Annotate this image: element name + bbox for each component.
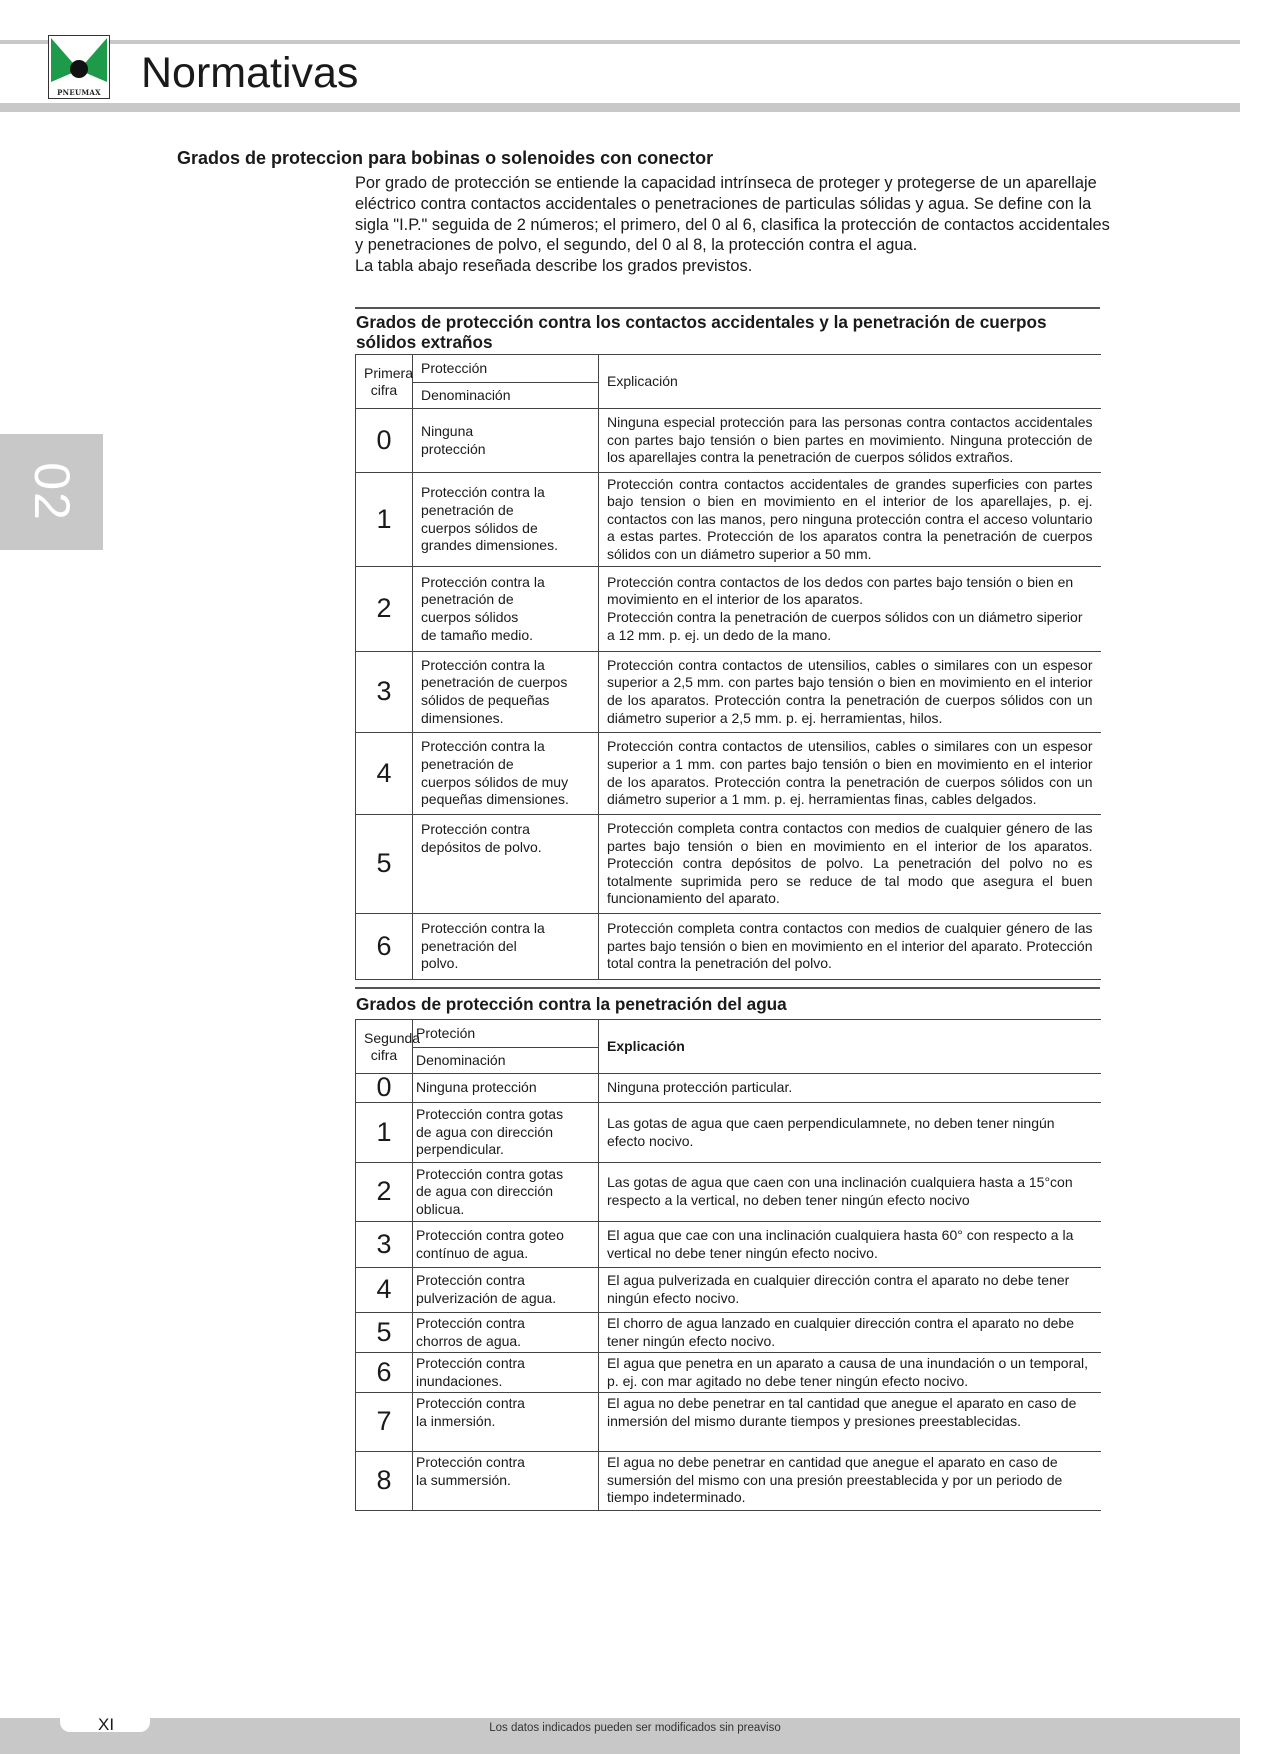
table-row — [356, 1222, 1101, 1268]
denomination-cell: Protección contra la summersión. — [413, 1452, 599, 1511]
table-row — [356, 1163, 1101, 1222]
intro-paragraph: La tabla abajo reseñada describe los grados previstos. — [355, 257, 753, 276]
denomination-cell: Ninguna protección — [413, 1074, 599, 1103]
company-logo — [48, 35, 110, 99]
denomination-cell: Protección contra la penetración de cuerpos sólidos de grandes dimensiones. — [413, 473, 599, 567]
header-explanation: Explicación — [599, 1020, 1101, 1074]
explanation-cell: Ninguna especial protección para las personas contra contactos accidentales con partes bajo tensión o bien partes en movimiento. Ninguna protección de los aparellajes contra la penetración de cuerpos sólidos extraños. — [599, 409, 1101, 473]
table-row — [356, 652, 1101, 733]
solids-protection-table — [355, 354, 1101, 980]
digit-cell: 7 — [356, 1393, 413, 1452]
digit-cell: 0 — [356, 1074, 413, 1103]
explanation-cell: El agua que cae con una inclinación cualquiera hasta 60° con respecto a la vertical no debe tener ningún efecto nocivo. — [599, 1222, 1101, 1268]
denomination-cell: Protección contra la penetración del polvo. — [413, 914, 599, 980]
table2-top-rule — [355, 987, 1100, 989]
digit-cell: 5 — [356, 815, 413, 914]
denomination-cell: Protección contra la penetración de cuerpos sólidos de muy pequeñas dimensiones. — [413, 733, 599, 815]
denomination-cell: Protección contra inundaciones. — [413, 1353, 599, 1393]
table-row — [356, 1393, 1101, 1452]
digit-cell: 5 — [356, 1313, 413, 1353]
header-denomination: Denominación — [413, 383, 599, 409]
explanation-cell: Ninguna protección particular. — [599, 1074, 1101, 1103]
explanation-cell: El agua que penetra en un aparato a causa de una inundación o un temporal, p. ej. con mar agitado no debe tener ningún efecto nocivo. — [599, 1353, 1101, 1393]
digit-cell: 6 — [356, 1353, 413, 1393]
chapter-tab-label: 02 — [24, 462, 80, 522]
digit-cell: 3 — [356, 652, 413, 733]
digit-cell: 4 — [356, 1268, 413, 1313]
denomination-cell: Protección contra la inmersión. — [413, 1393, 599, 1452]
footer-note: Los datos indicados pueden ser modificados sin preaviso — [489, 1722, 781, 1734]
explanation-cell: Protección completa contra contactos con medios de cualquier género de las partes bajo tensión o bien en movimiento en el interior de los aparatos. Protección contra depósitos de polvo. La penetración del polvo no es totalmente suprimida pero se reduce de tal modo que asegura el buen funcionamiento del aparato. — [599, 815, 1101, 914]
digit-cell: 1 — [356, 473, 413, 567]
header-protection: Proteción — [413, 1020, 599, 1048]
intro-paragraph: Por grado de protección se entiende la capacidad intrínseca de proteger y protegerse de un aparellaje eléctrico contra contactos accidentales o penetraciones de particulas sólidas y agua. Se define con la sigla "I.P." seguida de 2 números; el primero, del 0 al 6, clasifica la protección de contactos accidentales y penetraciones de polvo, el segundo, del 0 al 8, la protección contra el agua. — [355, 174, 1110, 255]
table-row — [356, 815, 1101, 914]
denomination-cell: Ninguna protección — [413, 409, 599, 473]
explanation-cell: El chorro de agua lanzado en cualquier dirección contra el aparato no debe tener ningún efecto nocivo. — [599, 1313, 1101, 1353]
header-explanation: Explicación — [599, 355, 1101, 409]
table-row — [356, 473, 1101, 567]
explanation-cell: Las gotas de agua que caen perpendiculamnete, no deben tener ningún efecto nocivo. — [599, 1103, 1101, 1163]
explanation-cell: Protección contra contactos de utensilios, cables o similares con un espesor superior a 2,5 mm. con partes bajo tensión o bien en movimiento en el interior de los aparatos. Protección contra la penetración de cuerpos sólidos con un diámetro superior a 2,5 mm. p. ej. herramientas, hilos. — [599, 652, 1101, 733]
explanation-cell: Protección contra contactos de los dedos con partes bajo tensión o bien en movimiento en el interior de los aparatos. Protección contra la penetración de cuerpos sólidos con un diámetro siperior a 12 mm. p. ej. un dedo de la mano. — [599, 567, 1101, 652]
table-row — [356, 1268, 1101, 1313]
table-row — [356, 1074, 1101, 1103]
explanation-cell: El agua pulverizada en cualquier dirección contra el aparato no debe tener ningún efecto nocivo. — [599, 1268, 1101, 1313]
table2-heading: Grados de protección contra la penetración del agua — [356, 994, 787, 1014]
header-protection: Protección — [413, 355, 599, 383]
table-row — [356, 733, 1101, 815]
header-second-digit: Segunda cifra — [356, 1020, 413, 1074]
table-row — [356, 1103, 1101, 1163]
digit-cell: 1 — [356, 1103, 413, 1163]
logo-text: PNEUMAX — [57, 88, 101, 97]
chapter-tab — [0, 434, 103, 550]
digit-cell: 2 — [356, 567, 413, 652]
explanation-cell: Las gotas de agua que caen con una inclinación cualquiera hasta a 15°con respecto a la vertical, no deben tener ningún efecto nocivo — [599, 1163, 1101, 1222]
digit-cell: 2 — [356, 1163, 413, 1222]
digit-cell: 3 — [356, 1222, 413, 1268]
explanation-cell: El agua no debe penetrar en cantidad que anegue el aparato en caso de sumersión del mismo con una presión preestablecida y por un periodo de tiempo indeterminado. — [599, 1452, 1101, 1511]
water-protection-table — [355, 1019, 1101, 1511]
page-number: XI — [98, 1715, 115, 1734]
denomination-cell: Protección contra chorros de agua. — [413, 1313, 599, 1353]
denomination-cell: Protección contra pulverización de agua. — [413, 1268, 599, 1313]
table-row — [356, 1313, 1101, 1353]
intro-text — [355, 173, 1115, 277]
denomination-cell: Protección contra gotas de agua con dirección perpendicular. — [413, 1103, 599, 1163]
section-title: Grados de proteccion para bobinas o solenoides con conector — [177, 148, 714, 168]
digit-cell: 4 — [356, 733, 413, 815]
header-denomination: Denominación — [413, 1048, 599, 1074]
header-top-rule — [0, 40, 1240, 44]
digit-cell: 6 — [356, 914, 413, 980]
explanation-cell: El agua no debe penetrar en tal cantidad que anegue el aparato en caso de inmersión del mismo durante tiempos y presiones preestablecidas. — [599, 1393, 1101, 1452]
denomination-cell: Protección contra la penetración de cuerpos sólidos de pequeñas dimensiones. — [413, 652, 599, 733]
table-row — [356, 567, 1101, 652]
explanation-cell: Protección contra contactos accidentales de grandes superficies con partes bajo tension o bien en movimiento en el interior de los aparellajes, p. ej. contactos con las manos, pero ninguna protección contra el acceso voluntario a estas partes. Protección de los aparatos contra la penetración de cuerpos sólidos con un diámetro superior a 50 mm. — [599, 473, 1101, 567]
header-band — [0, 103, 1240, 112]
table-row — [356, 1353, 1101, 1393]
denomination-cell: Protección contra gotas de agua con dirección oblicua. — [413, 1163, 599, 1222]
denomination-cell: Protección contra depósitos de polvo. — [413, 815, 599, 914]
explanation-cell: Protección completa contra contactos con medios de cualquier género de las partes bajo tensión o bien en movimiento en el interior del aparato. Protección total contra la penetración del polvo. — [599, 914, 1101, 980]
denomination-cell: Protección contra goteo contínuo de agua. — [413, 1222, 599, 1268]
digit-cell: 0 — [356, 409, 413, 473]
denomination-cell: Protección contra la penetración de cuerpos sólidos de tamaño medio. — [413, 567, 599, 652]
table-row — [356, 914, 1101, 980]
table-row — [356, 409, 1101, 473]
digit-cell: 8 — [356, 1452, 413, 1511]
table-row — [356, 1452, 1101, 1511]
page-title: Normativas — [141, 49, 359, 97]
explanation-cell: Protección contra contactos de utensilios, cables o similares con un espesor superior a 1 mm. con partes bajo tensión o bien en movimiento en el interior de los aparatos. Protección contra la penetración de cuerpos sólidos con un diámetro superior a 1 mm. p. ej. herramientas finas, cables delgados. — [599, 733, 1101, 815]
table1-top-rule — [355, 307, 1100, 309]
header-first-digit: Primera cifra — [356, 355, 413, 409]
table1-heading: Grados de protección contra los contactos accidentales y la penetración de cuerpos sólidos extraños — [356, 312, 1047, 352]
